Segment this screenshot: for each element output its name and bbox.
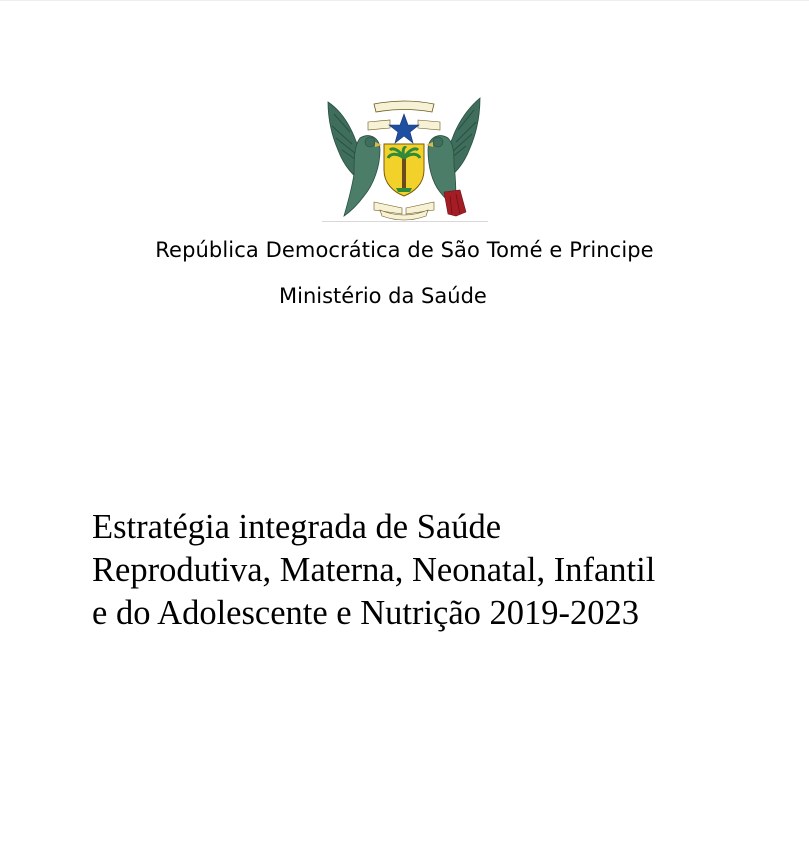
country-name: República Democrática de São Tomé e Principe [155, 238, 654, 262]
coat-of-arms-emblem [320, 92, 488, 222]
ministry-name: Ministério da Saúde [279, 284, 487, 308]
document-title [92, 506, 792, 635]
title-line: Reprodutiva, Materna, Neonatal, Infantil [92, 551, 656, 589]
emblem-baseline [322, 221, 488, 222]
title-line: e do Adolescente e Nutrição 2019-2023 [92, 594, 640, 632]
title-line: Estratégia integrada de Saúde [92, 508, 502, 546]
page-top-edge [0, 0, 809, 1]
